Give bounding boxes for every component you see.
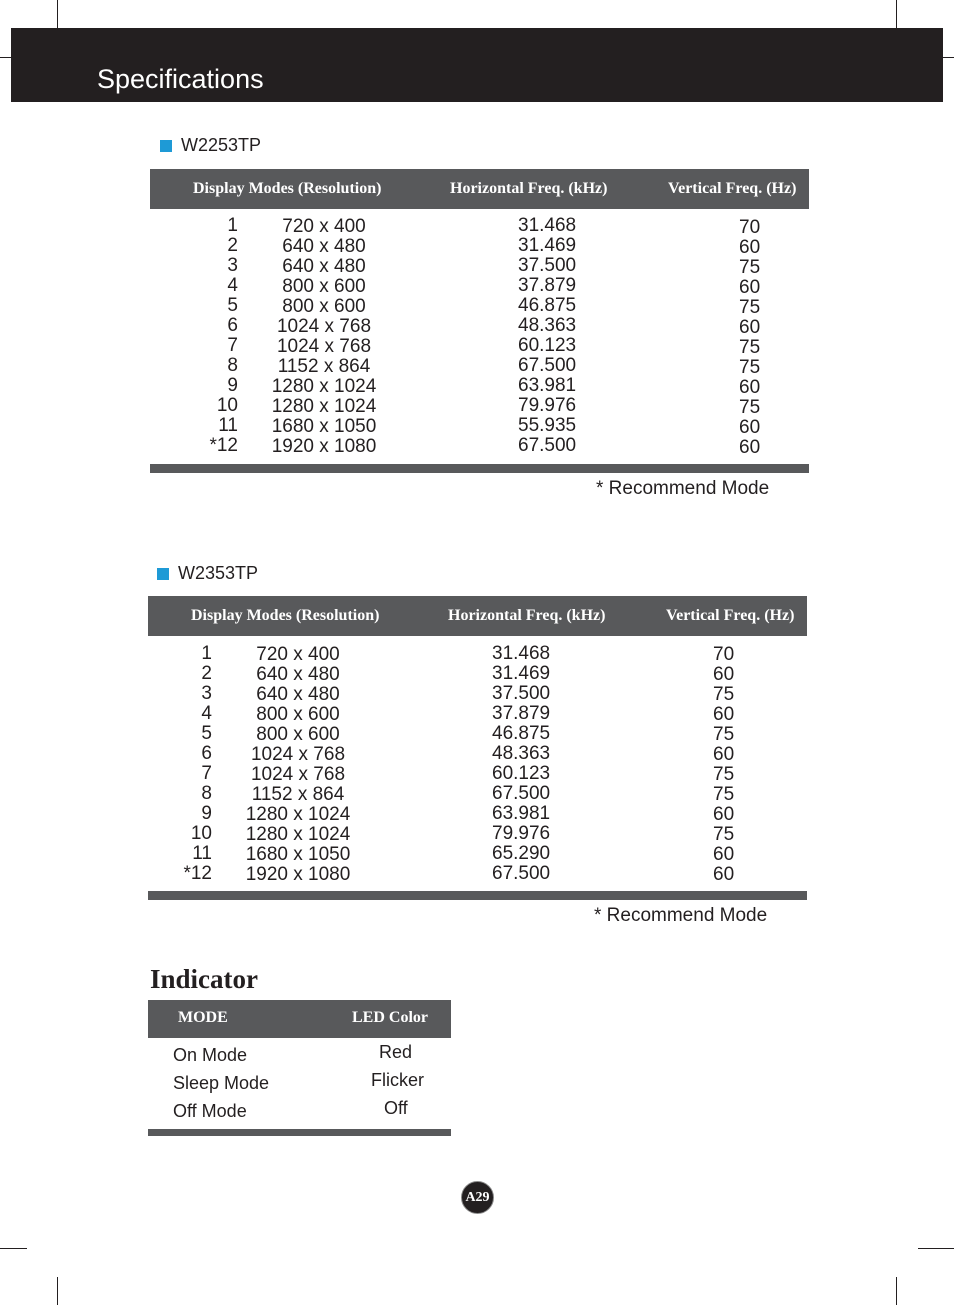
- table-cell: 9: [201, 803, 212, 824]
- page-number-badge: A29: [461, 1181, 494, 1214]
- vertical-freq-column: [739, 218, 779, 458]
- table-cell: 11: [192, 843, 212, 864]
- column-header: Vertical Freq. (Hz): [668, 180, 797, 197]
- crop-mark: [896, 1277, 897, 1305]
- table-cell: *12: [183, 863, 212, 884]
- table-cell: 8: [227, 355, 238, 376]
- table-cell: 1: [201, 643, 212, 664]
- square-bullet-icon: [160, 140, 172, 152]
- table-cell: 31.469: [518, 235, 577, 256]
- page-title: Specifications: [97, 64, 264, 94]
- table-cell: 1280 x 1024: [271, 396, 377, 417]
- table-cell: 2: [227, 235, 238, 256]
- table-cell: 640 x 480: [282, 256, 366, 277]
- table-cell: 75: [739, 337, 761, 358]
- table-cell: 720 x 400: [256, 644, 340, 665]
- table-cell: 5: [201, 723, 212, 744]
- table-cell: 800 x 600: [256, 704, 340, 725]
- table-cell: 5: [227, 295, 238, 316]
- table-cell: 75: [713, 784, 735, 805]
- column-header: Vertical Freq. (Hz): [666, 607, 795, 624]
- table-cell: 1680 x 1050: [271, 416, 377, 437]
- table-cell: 60: [739, 237, 761, 258]
- table-cell: 75: [739, 357, 761, 378]
- table-cell: 4: [227, 275, 238, 296]
- table-cell: 1920 x 1080: [245, 864, 351, 885]
- table-cell: 1: [227, 215, 238, 236]
- crop-mark: [0, 57, 11, 58]
- model-name: W2353TP: [178, 563, 259, 583]
- table-cell: 720 x 400: [282, 216, 366, 237]
- table-cell: 31.468: [492, 643, 551, 664]
- table-cell: 75: [713, 724, 735, 745]
- crop-mark: [0, 1248, 27, 1249]
- column-header: Display Modes (Resolution): [193, 180, 382, 197]
- column-header: MODE: [178, 1009, 228, 1026]
- table-cell: 7: [227, 335, 238, 356]
- table-cell: 60: [713, 844, 735, 865]
- table-cell: 31.469: [492, 663, 551, 684]
- table-cell: 79.976: [492, 823, 551, 844]
- crop-mark: [57, 0, 58, 28]
- table-cell: 63.981: [518, 375, 577, 396]
- table-cell: 48.363: [492, 743, 551, 764]
- table-cell: 800 x 600: [256, 724, 340, 745]
- table-bottom-rule: [150, 464, 809, 473]
- table-cell: 8: [201, 783, 212, 804]
- table-cell: 640 x 480: [256, 684, 340, 705]
- table-cell: 60: [739, 377, 761, 398]
- table-cell: 640 x 480: [282, 236, 366, 257]
- column-header: LED Color: [352, 1009, 428, 1026]
- recommend-note: * Recommend Mode: [594, 905, 768, 926]
- table-cell: 31.468: [518, 215, 577, 236]
- table-cell: 60: [713, 704, 735, 725]
- crop-mark: [896, 0, 897, 28]
- table-cell: 60: [713, 664, 735, 685]
- crop-mark: [57, 1277, 58, 1305]
- table-cell: 3: [201, 683, 212, 704]
- table-cell: 55.935: [518, 415, 577, 436]
- table-cell: 46.875: [518, 295, 577, 316]
- horizontal-freq-column: [492, 644, 582, 884]
- table-cell: 75: [713, 764, 735, 785]
- table-cell: 800 x 600: [282, 296, 366, 317]
- table-cell: 1680 x 1050: [245, 844, 351, 865]
- table-cell: 640 x 480: [256, 664, 340, 685]
- resolution-column: [254, 217, 394, 457]
- table-cell: 60: [739, 317, 761, 338]
- table-cell: 75: [739, 297, 761, 318]
- table-cell: 1280 x 1024: [271, 376, 377, 397]
- table-header: [150, 169, 809, 209]
- table-cell: 63.981: [492, 803, 551, 824]
- table-cell: 1024 x 768: [250, 764, 346, 785]
- table-cell: 79.976: [518, 395, 577, 416]
- table-cell: 60: [713, 744, 735, 765]
- vertical-freq-column: [713, 645, 753, 885]
- table-cell: 60: [713, 864, 735, 885]
- table-cell: 3: [227, 255, 238, 276]
- table-cell: 1280 x 1024: [245, 824, 351, 845]
- table-bottom-rule: [148, 891, 807, 900]
- table-cell: 10: [216, 395, 238, 416]
- indicator-color: Flicker: [371, 1070, 424, 1090]
- table-cell: 10: [190, 823, 212, 844]
- table-cell: 37.500: [492, 683, 551, 704]
- model-label: [160, 135, 261, 156]
- table-cell: 67.500: [492, 783, 551, 804]
- column-header: Horizontal Freq. (kHz): [448, 607, 606, 624]
- horizontal-freq-column: [518, 216, 608, 456]
- column-header: Display Modes (Resolution): [191, 607, 380, 624]
- indicator-mode: On Mode: [173, 1045, 248, 1065]
- model-name: W2253TP: [181, 135, 262, 155]
- table-bottom-rule: [148, 1129, 451, 1136]
- table-cell: 48.363: [518, 315, 577, 336]
- table-cell: 70: [713, 644, 735, 665]
- indicator-mode: Sleep Mode: [173, 1073, 270, 1093]
- table-cell: 2: [201, 663, 212, 684]
- table-cell: 1152 x 864: [251, 784, 345, 805]
- table-cell: 60: [739, 277, 761, 298]
- table-cell: 75: [739, 397, 761, 418]
- crop-mark: [943, 57, 954, 58]
- table-cell: 67.500: [518, 435, 577, 456]
- table-cell: 60: [739, 437, 761, 458]
- table-cell: 46.875: [492, 723, 551, 744]
- resolution-column: [228, 645, 368, 885]
- table-cell: 67.500: [518, 355, 577, 376]
- table-cell: 1024 x 768: [276, 336, 372, 357]
- indicator-color: Red: [379, 1042, 413, 1062]
- table-cell: 9: [227, 375, 238, 396]
- indicator-color: Off: [384, 1098, 408, 1118]
- model-label: [157, 563, 258, 584]
- mode-number-column: [190, 216, 238, 456]
- table-cell: 60.123: [518, 335, 577, 356]
- table-cell: 37.879: [492, 703, 551, 724]
- table-cell: 65.290: [492, 843, 551, 864]
- table-cell: 60.123: [492, 763, 551, 784]
- square-bullet-icon: [157, 568, 169, 580]
- table-cell: *12: [209, 435, 238, 456]
- table-cell: 75: [713, 824, 735, 845]
- table-cell: 7: [201, 763, 212, 784]
- table-cell: 11: [218, 415, 238, 436]
- table-cell: 1152 x 864: [277, 356, 371, 377]
- table-cell: 37.500: [518, 255, 577, 276]
- table-cell: 60: [713, 804, 735, 825]
- column-header: Horizontal Freq. (kHz): [450, 180, 608, 197]
- table-cell: 6: [227, 315, 238, 336]
- indicator-mode: Off Mode: [173, 1101, 247, 1121]
- table-header: [148, 596, 807, 636]
- mode-number-column: [164, 644, 212, 884]
- table-cell: 70: [739, 217, 761, 238]
- table-cell: 1280 x 1024: [245, 804, 351, 825]
- indicator-table-header: [148, 1000, 451, 1038]
- table-cell: 60: [739, 417, 761, 438]
- table-cell: 800 x 600: [282, 276, 366, 297]
- table-cell: 37.879: [518, 275, 577, 296]
- table-cell: 67.500: [492, 863, 551, 884]
- table-cell: 1920 x 1080: [271, 436, 377, 457]
- table-cell: 75: [739, 257, 761, 278]
- table-cell: 6: [201, 743, 212, 764]
- table-cell: 75: [713, 684, 735, 705]
- table-cell: 4: [201, 703, 212, 724]
- recommend-note: * Recommend Mode: [596, 478, 770, 499]
- table-cell: 1024 x 768: [250, 744, 346, 765]
- table-cell: 1024 x 768: [276, 316, 372, 337]
- crop-mark: [918, 1248, 954, 1249]
- section-title: Indicator: [150, 964, 258, 994]
